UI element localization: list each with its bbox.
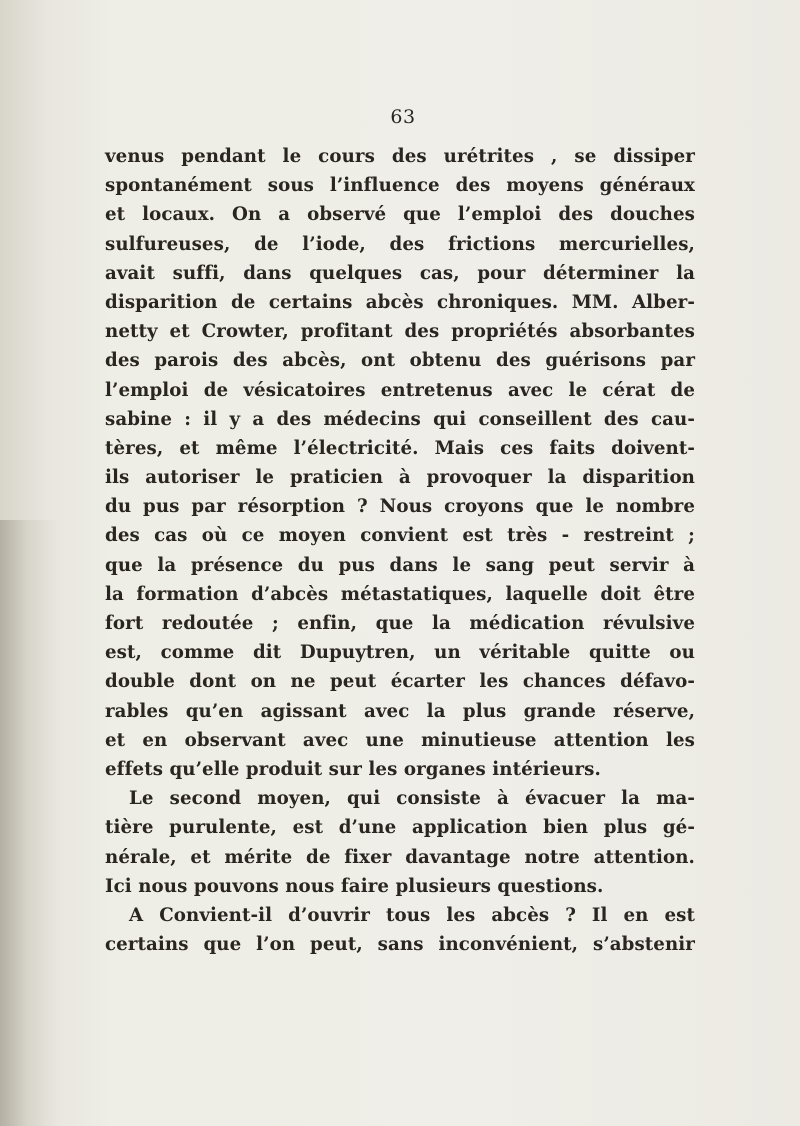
text-line: du pus par résorption ? Nous croyons que le nombre [105, 496, 695, 518]
text-line: sabine : il y a des médecins qui conseillent des cau- [105, 408, 695, 430]
text-line: et en observant avec une minutieuse attention les [105, 729, 695, 751]
text-line: Le second moyen, qui consiste à évacuer la ma- [129, 788, 695, 810]
text-line: et locaux. On a observé que l’emploi des douches [105, 204, 695, 226]
text-line: venus pendant le cours des urétrites , se dissiper [105, 146, 695, 167]
text-line: sulfureuses, de l’iode, des frictions mercurielles, [105, 233, 695, 255]
text-line: disparition de certains abcès chroniques. MM. Alber- [105, 291, 695, 313]
text-line: double dont on ne peut écarter les chances défavo- [105, 671, 695, 693]
text-line: rables qu’en agissant avec la plus grande réserve, [105, 700, 695, 722]
text-line: tères, et même l’électricité. Mais ces faits doivent- [105, 437, 695, 459]
text-line: spontanément sous l’influence des moyens généraux [105, 175, 695, 197]
text-line: A Convient-il d’ouvrir tous les abcès ? Il en est [129, 904, 695, 926]
text-line: des parois des abcès, ont obtenu des guérisons par [105, 350, 695, 372]
text-line: la formation d’abcès métastatiques, laquelle doit être [105, 583, 695, 605]
text-line: l’emploi de vésicatoires entretenus avec le cérat de [105, 379, 695, 401]
text-line: nérale, et mérite de fixer davantage notre attention. [105, 846, 695, 868]
text-line: fort redoutée ; enfin, que la médication révulsive [105, 613, 695, 634]
text-line: tière purulente, est d’une application bien plus gé- [105, 817, 695, 839]
body-text [105, 142, 695, 959]
page-edge-shadow [0, 520, 60, 1126]
text-line: netty et Crowter, profitant des propriétés absorbantes [105, 321, 695, 343]
text-line: est, comme dit Dupuytren, un véritable quitte ou [105, 642, 695, 664]
text-line: ils autoriser le praticien à provoquer la disparition [105, 467, 695, 489]
page-number: 63 [390, 106, 416, 128]
text-line: effets qu’elle produit sur les organes intérieurs. [105, 758, 601, 780]
text-line: que la présence du pus dans le sang peut servir à [105, 554, 695, 576]
text-line: avait suffi, dans quelques cas, pour déterminer la [105, 262, 695, 284]
text-line: Ici nous pouvons nous faire plusieurs questions. [105, 875, 604, 897]
text-line: certains que l’on peut, sans inconvénient, s’abstenir [105, 934, 695, 956]
text-line: des cas où ce moyen convient est très - restreint ; [105, 525, 695, 547]
